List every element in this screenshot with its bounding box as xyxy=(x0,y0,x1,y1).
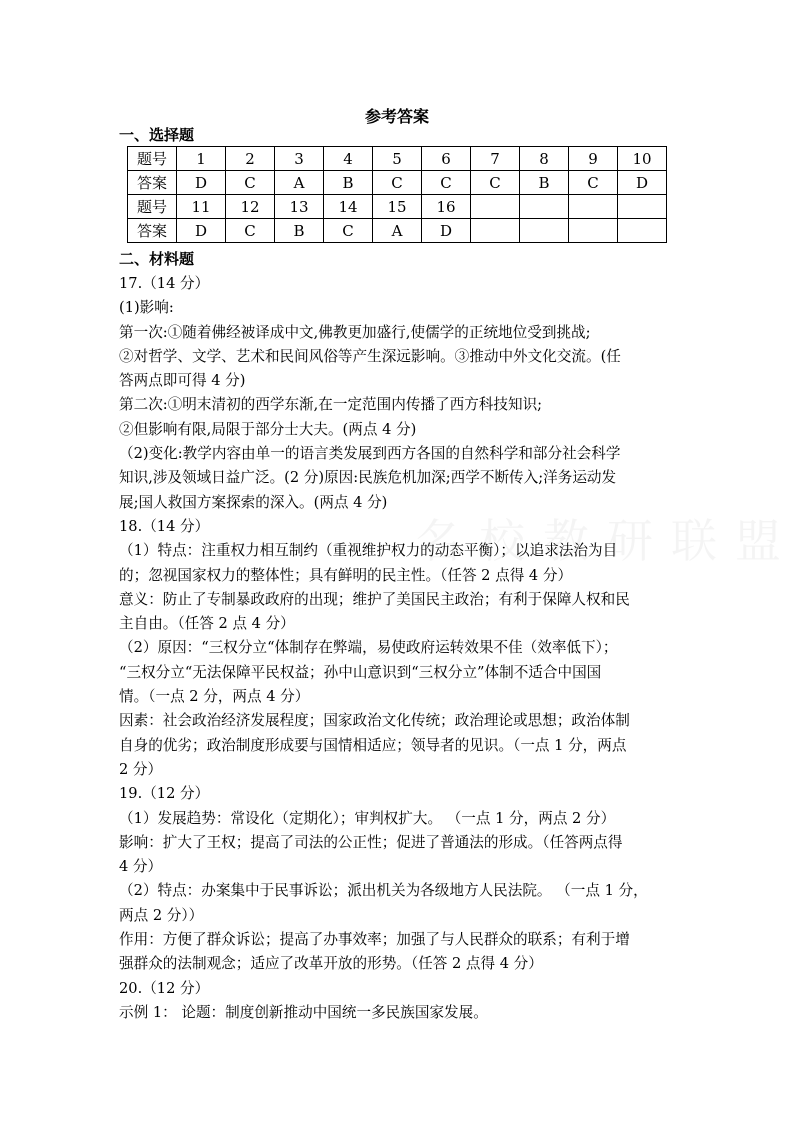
table-cell: 11 xyxy=(177,195,226,219)
page-title: 参考答案 xyxy=(364,107,429,126)
table-cell: C xyxy=(226,171,275,195)
table-cell: 9 xyxy=(569,147,618,171)
text-line: 18.（14 分） xyxy=(119,517,210,535)
table-cell: B xyxy=(520,171,569,195)
table-cell: D xyxy=(177,171,226,195)
table-cell: D xyxy=(618,171,667,195)
text-line: 影响：扩大了王权；提高了司法的公正性；促进了普通法的形成。（任答两点得 xyxy=(119,833,623,851)
text-line: 作用：方便了群众诉讼；提高了办事效率；加强了与人民群众的联系；有利于增 xyxy=(119,931,630,949)
text-line: （2）特点：办案集中于民事诉讼；派出机关为各级地方人民法院。 （一点 1 分， xyxy=(119,882,648,900)
table-cell: B xyxy=(324,171,373,195)
text-line: 示例 1： 论题：制度创新推动中国统一多民族国家发展。 xyxy=(119,1003,488,1021)
table-cell: 4 xyxy=(324,147,373,171)
answer-text-body xyxy=(119,272,679,1025)
table-cell: 7 xyxy=(471,147,520,171)
text-line: 展;国人救国方案探索的深入。(两点 4 分) xyxy=(119,493,388,511)
row-label: 题号 xyxy=(128,147,177,171)
table-cell xyxy=(520,219,569,243)
text-line: 主自由。（任答 2 点 4 分） xyxy=(119,615,295,633)
row-label: 题号 xyxy=(128,195,177,219)
table-cell: C xyxy=(471,171,520,195)
table-row xyxy=(128,171,667,195)
table-cell: 13 xyxy=(275,195,324,219)
table-cell: A xyxy=(275,171,324,195)
text-line: 第一次:①随着佛经被译成中文,佛教更加盛行,使儒学的正统地位受到挑战; xyxy=(119,323,591,341)
text-line: （2)变化:教学内容由单一的语言类发展到西方各国的自然科学和部分社会科学 xyxy=(119,445,621,463)
table-cell: 8 xyxy=(520,147,569,171)
table-cell: 10 xyxy=(618,147,667,171)
table-cell: 14 xyxy=(324,195,373,219)
text-line: 19.（12 分） xyxy=(119,785,210,803)
table-cell: C xyxy=(373,171,422,195)
table-cell xyxy=(569,195,618,219)
table-cell: 6 xyxy=(422,147,471,171)
table-cell xyxy=(520,195,569,219)
table-cell: 5 xyxy=(373,147,422,171)
table-cell: 12 xyxy=(226,195,275,219)
text-line: 情。（一点 2 分，两点 4 分） xyxy=(119,688,310,706)
text-line: （2）原因：“三权分立“体制存在弊端，易使政府运转效果不佳（效率低下）； xyxy=(119,639,618,657)
text-line: 答两点即可得 4 分) xyxy=(119,372,246,390)
text-line: ②对哲学、文学、艺术和民间风俗等产生深远影响。③推动中外文化交流。(任 xyxy=(119,347,621,365)
text-line: 强群众的法制观念；适应了改革开放的形势。（任答 2 点得 4 分） xyxy=(119,955,543,973)
row-label: 答案 xyxy=(128,219,177,243)
table-cell xyxy=(618,219,667,243)
row-label: 答案 xyxy=(128,171,177,195)
table-cell xyxy=(569,219,618,243)
table-cell: C xyxy=(324,219,373,243)
text-line: 意义：防止了专制暴政政府的出现；维护了美国民主政治；有利于保障人权和民 xyxy=(119,590,630,608)
section-heading-material: 二、材料题 xyxy=(119,250,195,268)
table-cell: A xyxy=(373,219,422,243)
section-heading-choice: 一、选择题 xyxy=(119,126,195,144)
table-cell: C xyxy=(226,219,275,243)
table-cell: D xyxy=(422,219,471,243)
table-cell xyxy=(471,219,520,243)
table-cell: 15 xyxy=(373,195,422,219)
table-row xyxy=(128,219,667,243)
text-line: (1)影响: xyxy=(119,299,174,317)
text-line: 两点 2 分）） xyxy=(119,906,204,924)
text-line: 4 分） xyxy=(119,858,163,876)
table-cell: C xyxy=(569,171,618,195)
table-cell: 3 xyxy=(275,147,324,171)
text-line: 自身的优劣；政治制度形成要与国情相适应；领导者的见识。（一点 1 分，两点 xyxy=(119,736,627,754)
table-cell xyxy=(618,195,667,219)
text-line: （1）特点：注重权力相互制约（重视维护权力的动态平衡）；以追求法治为目 xyxy=(119,542,618,560)
text-line: 17.（14 分） xyxy=(119,275,210,292)
text-line: ②但影响有限,局限于部分士大夫。(两点 4 分) xyxy=(119,420,417,438)
table-cell: 16 xyxy=(422,195,471,219)
text-line: 20.（12 分） xyxy=(119,979,210,997)
text-line: “三权分立“无法保障平民权益；孙中山意识到“三权分立”体制不适合中国国 xyxy=(119,663,602,681)
table-cell xyxy=(471,195,520,219)
text-line: （1）发展趋势：常设化（定期化）；审判权扩大。 （一点 1 分，两点 2 分） xyxy=(119,809,616,827)
table-cell: B xyxy=(275,219,324,243)
text-line: 的；忽视国家权力的整体性；具有鲜明的民主性。（任答 2 点得 4 分） xyxy=(119,566,573,584)
table-cell: 1 xyxy=(177,147,226,171)
answer-table xyxy=(127,146,667,243)
text-line: 2 分） xyxy=(119,760,163,778)
text-line: 因素：社会政治经济发展程度；国家政治文化传统；政治理论或思想；政治体制 xyxy=(119,712,630,730)
table-cell: C xyxy=(422,171,471,195)
table-cell: D xyxy=(177,219,226,243)
table-row xyxy=(128,195,667,219)
text-line: 第二次:①明末清初的西学东渐,在一定范围内传播了西方科技知识; xyxy=(119,396,543,414)
table-row xyxy=(128,147,667,171)
table-cell: 2 xyxy=(226,147,275,171)
text-line: 知识,涉及领域日益广泛。(2 分)原因:民族危机加深;西学不断传入;洋务运动发 xyxy=(119,469,617,487)
